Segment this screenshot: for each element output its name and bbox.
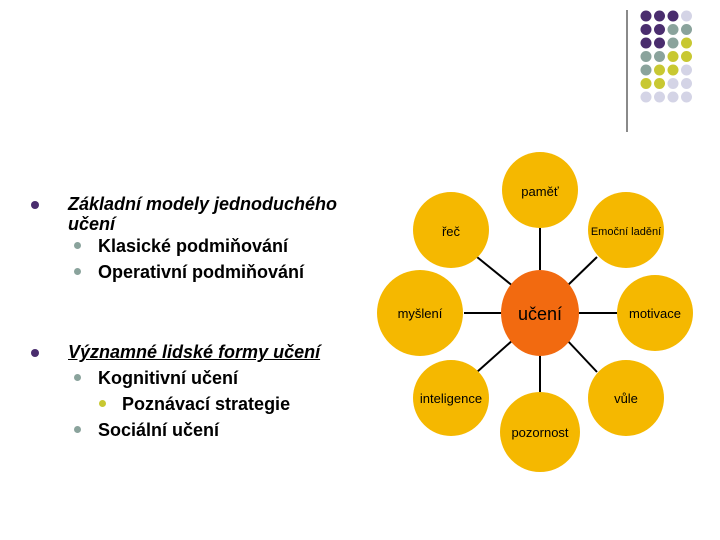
list-item-1-title-line2: učení [68,214,116,234]
node-rec [413,192,489,268]
list-item-1-sub-2: Operativní podmiňování [98,262,305,282]
node-ucení-center [501,270,579,356]
node-pamet [502,152,578,228]
node-label: paměť [521,184,559,199]
list-item-1-title-line1: Základní modely jednoduchého [68,194,338,214]
list-item-2-sub-1: Kognitivní učení [98,368,239,388]
node-vule [588,360,664,436]
node-inteligence [413,360,489,436]
node-label: myšlení [397,306,443,321]
node-label: Emoční ladění [590,226,662,238]
center-label: učení [517,304,563,324]
node-label: vůle [614,391,638,406]
node-motivace [617,275,693,351]
list-item-2-title: Významné lidské formy učení [68,342,321,362]
list-item-2-subsub-1: Poznávací strategie [122,394,291,414]
node-label: pozornost [511,425,569,440]
node-mysleni [377,270,463,356]
list-item-2-sub-2: Sociální učení [98,420,220,440]
node-label: inteligence [419,391,483,406]
node-pozornost [500,392,580,472]
node-label: motivace [628,306,682,321]
node-emocni-ladeni [588,192,664,268]
node-label: řeč [441,224,461,239]
list-item-1-sub-1: Klasické podmiňování [98,236,289,256]
